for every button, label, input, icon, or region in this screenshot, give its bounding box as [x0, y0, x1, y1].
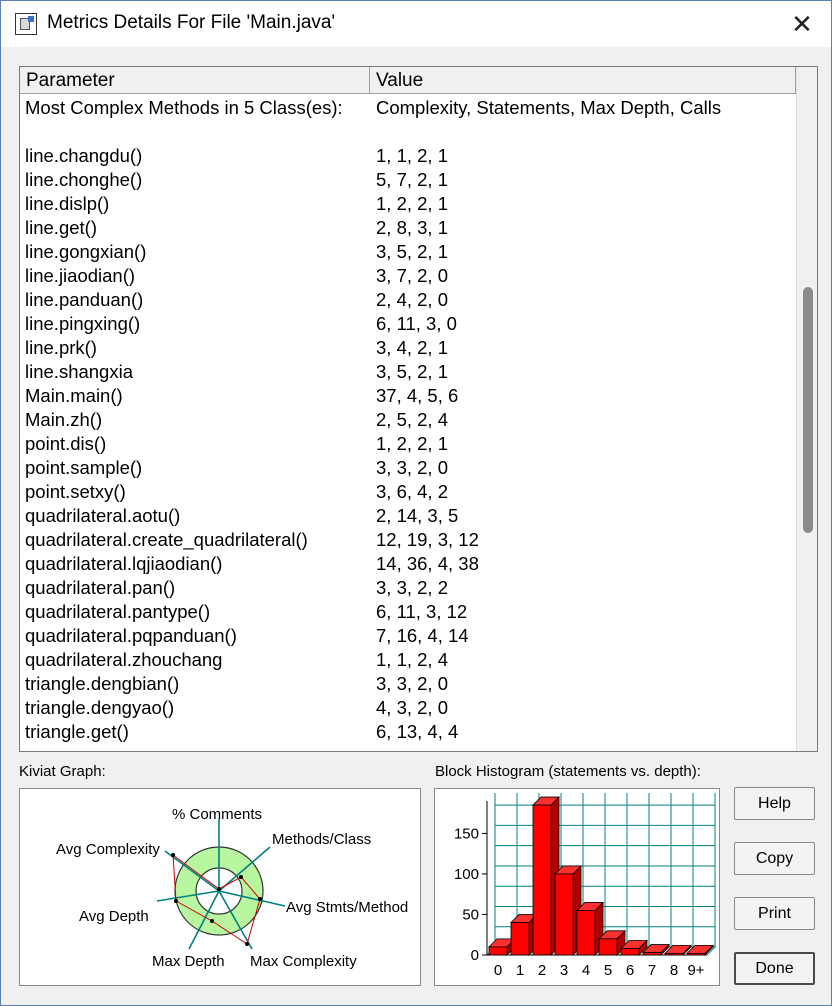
- cell-parameter: triangle.get(): [25, 721, 129, 742]
- table-row[interactable]: [20, 95, 796, 119]
- histogram-x-tick-label: 5: [603, 962, 613, 979]
- table-row[interactable]: [20, 647, 796, 671]
- cell-parameter: line.shangxia: [25, 361, 133, 382]
- done-button[interactable]: Done: [734, 952, 815, 985]
- histogram-x-tick-label: 3: [559, 962, 569, 979]
- histogram-y-tick-label: 100: [453, 865, 479, 883]
- cell-parameter: quadrilateral.pantype(): [25, 601, 211, 622]
- cell-value: 3, 3, 2, 2: [376, 577, 448, 598]
- column-header-parameter[interactable]: Parameter: [20, 67, 370, 94]
- cell-parameter: line.panduan(): [25, 289, 144, 310]
- cell-parameter: line.changdu(): [25, 145, 143, 166]
- cell-value: 6, 13, 4, 4: [376, 721, 459, 742]
- cell-value: 3, 7, 2, 0: [376, 265, 448, 286]
- cell-parameter: quadrilateral.aotu(): [25, 505, 181, 526]
- table-row[interactable]: [20, 431, 796, 455]
- histogram-x-tick-label: 7: [647, 962, 657, 979]
- kiviat-axis-comments: % Comments: [172, 806, 263, 823]
- cell-parameter: point.sample(): [25, 457, 143, 478]
- histogram-x-tick-label: 6: [625, 962, 635, 979]
- cell-value: 3, 4, 2, 1: [376, 337, 448, 358]
- title-bar: [1, 1, 831, 47]
- histogram-x-tick-label: 1: [515, 962, 525, 979]
- cell-parameter: line.chonghe(): [25, 169, 143, 190]
- cell-value: 2, 5, 2, 4: [376, 409, 448, 430]
- histogram-bar: [533, 805, 551, 955]
- histogram-y-tick-label: 50: [462, 906, 479, 924]
- table-row[interactable]: [20, 407, 796, 431]
- histogram-bar: [555, 874, 573, 955]
- histogram-y-tick-label: 150: [453, 825, 479, 843]
- cell-parameter: line.prk(): [25, 337, 97, 358]
- cell-value: 1, 1, 2, 1: [376, 145, 448, 166]
- cell-value: 1, 2, 2, 1: [376, 433, 448, 454]
- cell-parameter: point.setxy(): [25, 481, 126, 502]
- cell-parameter: quadrilateral.create_quadrilateral(): [25, 529, 308, 550]
- histogram-x-tick-label: 4: [581, 962, 591, 979]
- cell-parameter: quadrilateral.pqpanduan(): [25, 625, 237, 646]
- cell-parameter: line.dislp(): [25, 193, 110, 214]
- table-row[interactable]: [20, 455, 796, 479]
- table-row[interactable]: [20, 359, 796, 383]
- table-row[interactable]: [20, 287, 796, 311]
- cell-parameter: Most Complex Methods in 5 Class(es):: [25, 97, 343, 118]
- metrics-table: [19, 66, 818, 752]
- cell-value: Complexity, Statements, Max Depth, Calls: [376, 97, 722, 118]
- cell-parameter: line.pingxing(): [25, 313, 141, 334]
- cell-value: 12, 19, 3, 12: [376, 529, 479, 550]
- print-button[interactable]: Print: [734, 897, 815, 930]
- histogram-bar: [577, 910, 595, 955]
- kiviat-axis-avg-depth: Avg Depth: [79, 908, 149, 925]
- histogram-x-tick-label: 8: [669, 962, 679, 979]
- table-row[interactable]: [20, 263, 796, 287]
- table-row[interactable]: [20, 119, 796, 143]
- close-icon[interactable]: ✕: [791, 9, 813, 39]
- table-row[interactable]: [20, 143, 796, 167]
- cell-value: 14, 36, 4, 38: [376, 553, 479, 574]
- histogram-bar: [687, 953, 705, 955]
- histogram-bar: [643, 953, 661, 955]
- histogram-x-tick-label: 2: [537, 962, 547, 979]
- table-row[interactable]: [20, 383, 796, 407]
- table-row[interactable]: [20, 623, 796, 647]
- table-header: [20, 67, 796, 94]
- cell-value: 5, 7, 2, 1: [376, 169, 448, 190]
- histogram-svg: [435, 789, 719, 985]
- cell-value: 3, 3, 2, 0: [376, 673, 448, 694]
- cell-parameter: line.gongxian(): [25, 241, 147, 262]
- table-row[interactable]: [20, 191, 796, 215]
- kiviat-svg: [20, 789, 420, 985]
- cell-value: 4, 3, 2, 0: [376, 697, 448, 718]
- cell-parameter: quadrilateral.zhouchang: [25, 649, 223, 670]
- app-icon: [15, 13, 37, 35]
- table-row[interactable]: [20, 215, 796, 239]
- table-row[interactable]: [20, 503, 796, 527]
- cell-parameter: line.get(): [25, 217, 97, 238]
- kiviat-axis-avg-complexity: Avg Complexity: [56, 841, 160, 858]
- table-row[interactable]: [20, 671, 796, 695]
- cell-value: 2, 4, 2, 0: [376, 289, 448, 310]
- help-button[interactable]: Help: [734, 787, 815, 820]
- kiviat-graph: [19, 788, 421, 986]
- cell-parameter: line.jiaodian(): [25, 265, 136, 286]
- table-row[interactable]: [20, 239, 796, 263]
- table-row[interactable]: [20, 719, 796, 743]
- scrollbar-thumb[interactable]: [803, 287, 813, 533]
- cell-value: 37, 4, 5, 6: [376, 385, 459, 406]
- table-body: [20, 95, 796, 752]
- cell-value: 7, 16, 4, 14: [376, 625, 469, 646]
- cell-parameter: triangle.dengbian(): [25, 673, 180, 694]
- table-row[interactable]: [20, 695, 796, 719]
- table-row[interactable]: [20, 527, 796, 551]
- cell-value: 3, 5, 2, 1: [376, 241, 448, 262]
- kiviat-axis-max-complexity: Max Complexity: [250, 953, 357, 970]
- cell-parameter: Main.main(): [25, 385, 123, 406]
- cell-value: 3, 3, 2, 0: [376, 457, 448, 478]
- cell-parameter: triangle.dengyao(): [25, 697, 175, 718]
- table-row[interactable]: [20, 335, 796, 359]
- cell-value: 3, 6, 4, 2: [376, 481, 448, 502]
- table-row[interactable]: [20, 575, 796, 599]
- kiviat-axis-max-depth: Max Depth: [152, 953, 225, 970]
- histogram-bar: [489, 947, 507, 955]
- cell-parameter: quadrilateral.lqjiaodian(): [25, 553, 223, 574]
- histogram-x-tick-label: 9+: [687, 962, 705, 979]
- window-title: Metrics Details For File 'Main.java': [47, 12, 336, 33]
- cell-value: 1, 1, 2, 4: [376, 649, 448, 670]
- block-histogram: [434, 788, 720, 986]
- cell-value: 1, 2, 2, 1: [376, 193, 448, 214]
- histogram-x-tick-label: 0: [493, 962, 503, 979]
- histogram-bar: [511, 923, 529, 955]
- kiviat-axis-avg-stmts: Avg Stmts/Method: [286, 899, 409, 916]
- table-row[interactable]: [20, 479, 796, 503]
- cell-parameter: Main.zh(): [25, 409, 103, 430]
- column-header-value[interactable]: Value: [370, 67, 796, 94]
- cell-value: 6, 11, 3, 0: [376, 313, 457, 334]
- cell-parameter: point.dis(): [25, 433, 107, 454]
- table-row[interactable]: [20, 551, 796, 575]
- histogram-bar: [665, 953, 683, 955]
- histogram-bar: [599, 939, 617, 955]
- cell-value: 2, 14, 3, 5: [376, 505, 459, 526]
- cell-value: 2, 8, 3, 1: [376, 217, 448, 238]
- kiviat-axis-methods-class: Methods/Class: [272, 831, 372, 848]
- table-row[interactable]: [20, 167, 796, 191]
- cell-parameter: quadrilateral.pan(): [25, 577, 176, 598]
- cell-value: 3, 5, 2, 1: [376, 361, 448, 382]
- histogram-bar: [621, 949, 639, 955]
- cell-value: 6, 11, 3, 12: [376, 601, 468, 622]
- kiviat-graph-label: Kiviat Graph:: [19, 763, 106, 780]
- vertical-scrollbar[interactable]: [796, 67, 817, 752]
- histogram-y-tick-label: 0: [470, 947, 479, 964]
- histogram-label: Block Histogram (statements vs. depth):: [435, 763, 701, 780]
- table-row[interactable]: [20, 599, 796, 623]
- table-row[interactable]: [20, 311, 796, 335]
- copy-button[interactable]: Copy: [734, 842, 815, 875]
